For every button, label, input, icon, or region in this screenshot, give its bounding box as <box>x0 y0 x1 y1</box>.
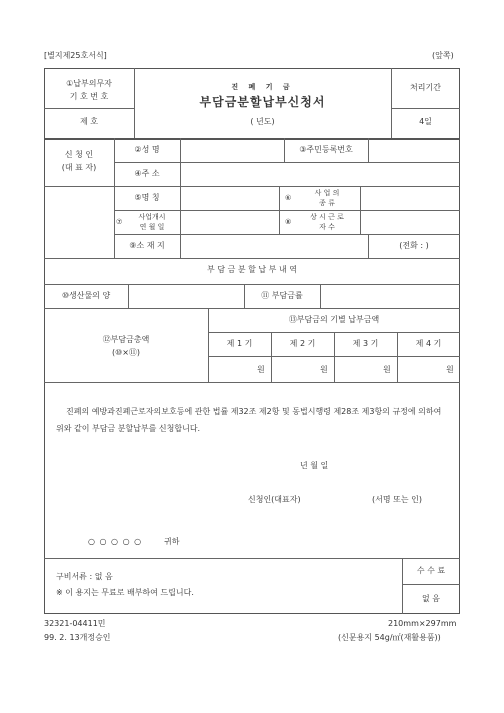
installment-header: ⑬부담금의 기별 납부금액 <box>288 315 380 324</box>
resident-id-label: ③주민등록번호 <box>299 145 353 154</box>
start-date-field[interactable] <box>181 211 278 233</box>
divider <box>402 584 460 585</box>
rate-label: ⑪ 부담금률 <box>261 291 303 300</box>
address-field[interactable] <box>181 163 459 185</box>
processing-label: 처리기간 <box>410 83 441 92</box>
workers-label: 상 시 근 로 <box>310 213 344 221</box>
form-code: 32321-04411민 <box>44 619 106 628</box>
start-date-label: 사업개시 <box>138 213 166 221</box>
address-label: ④주 소 <box>134 169 160 178</box>
fund-name: 진 폐 기 금 <box>231 83 294 91</box>
resident-id-field[interactable] <box>369 139 459 161</box>
declaration-text: 진폐의 예방과진폐근로자의보호등에 관한 법률 제32조 제2항 및 동법시행령 제28조 제3항의 규정에 의하여 위와 같이 부담금 분할납부를 신청합니다. <box>56 407 442 433</box>
production-field[interactable] <box>129 285 243 307</box>
start-date-label-2: 연 월 일 <box>139 223 165 231</box>
location-label: ⑨소 재 지 <box>129 241 165 250</box>
recipient: ○ ○ ○ ○ ○ <box>88 537 143 546</box>
applicant-signature-label: 신청인(대표자) <box>248 495 301 504</box>
page-title: 부담금분할납부신청서 <box>199 95 326 109</box>
recipient-suffix: 귀하 <box>164 537 180 546</box>
documents-label: 구비서류 : 없 음 <box>56 572 113 581</box>
fee-label: 수 수 료 <box>416 566 446 575</box>
workers-num: ⑧ <box>285 218 292 226</box>
business-type-field[interactable] <box>361 187 459 209</box>
applicant-label: 신 청 인 <box>64 150 94 159</box>
paper-size: 210mm×297mm <box>388 619 457 628</box>
unit-won: 원 <box>446 365 454 374</box>
period-3: 제 3 기 <box>352 339 379 348</box>
tax-id-label-2: 기 호 번 호 <box>69 92 109 101</box>
payment-section-title: 부 담 금 분 할 납 부 내 역 <box>207 265 297 274</box>
name-field[interactable] <box>181 139 283 161</box>
divider <box>44 382 460 383</box>
workers-label-2: 자 수 <box>319 223 335 231</box>
paper-type: (신문용지 54g/㎡(재활용품)) <box>338 633 441 642</box>
unit-won: 원 <box>320 365 328 374</box>
processing-value: 4일 <box>419 117 432 126</box>
divider <box>44 108 134 109</box>
start-date-num: ⑦ <box>116 218 123 226</box>
period-4: 제 4 기 <box>415 339 442 348</box>
date-line: 년 월 일 <box>300 461 329 470</box>
business-name-label: ⑤명 칭 <box>134 193 160 202</box>
tax-id-label: ①납부의무자 <box>66 79 112 88</box>
divider <box>44 258 460 259</box>
signature-hint: (서명 또는 인) <box>372 495 422 504</box>
rate-field[interactable] <box>321 285 459 307</box>
fee-value: 없 음 <box>422 594 440 603</box>
period-1: 제 1 기 <box>226 339 253 348</box>
business-type-label-2: 종 류 <box>319 199 335 207</box>
page-side: (앞쪽) <box>432 51 454 60</box>
location-field[interactable] <box>181 235 367 257</box>
period-2: 제 2 기 <box>289 339 316 348</box>
applicant-label-2: (대 표 자) <box>61 163 97 172</box>
form-number: [별지제25호서식] <box>44 51 107 60</box>
total-label: ⑫부담금총액 <box>102 335 150 344</box>
workers-field[interactable] <box>361 211 459 233</box>
phone-label: (전화 : ) <box>399 241 429 250</box>
divider <box>391 68 392 138</box>
approval-date: 99. 2. 13개정승인 <box>44 633 111 642</box>
divider <box>44 558 460 559</box>
title-year: ( 년도) <box>250 117 275 126</box>
name-label: ②성 명 <box>134 145 160 154</box>
unit-won: 원 <box>257 365 265 374</box>
business-type-num: ⑥ <box>285 194 292 202</box>
total-label-2: (⑩×⑪) <box>111 348 141 357</box>
free-form-notice: ※ 이 용지는 무료로 배부하여 드립니다. <box>56 588 194 597</box>
ref-number-label: 제 호 <box>80 117 98 126</box>
production-label: ⑩생산물의 양 <box>61 291 111 300</box>
business-type-label: 사 업 의 <box>314 189 340 197</box>
unit-won: 원 <box>383 365 391 374</box>
business-name-field[interactable] <box>181 187 278 209</box>
divider <box>44 308 460 309</box>
divider <box>391 108 460 109</box>
